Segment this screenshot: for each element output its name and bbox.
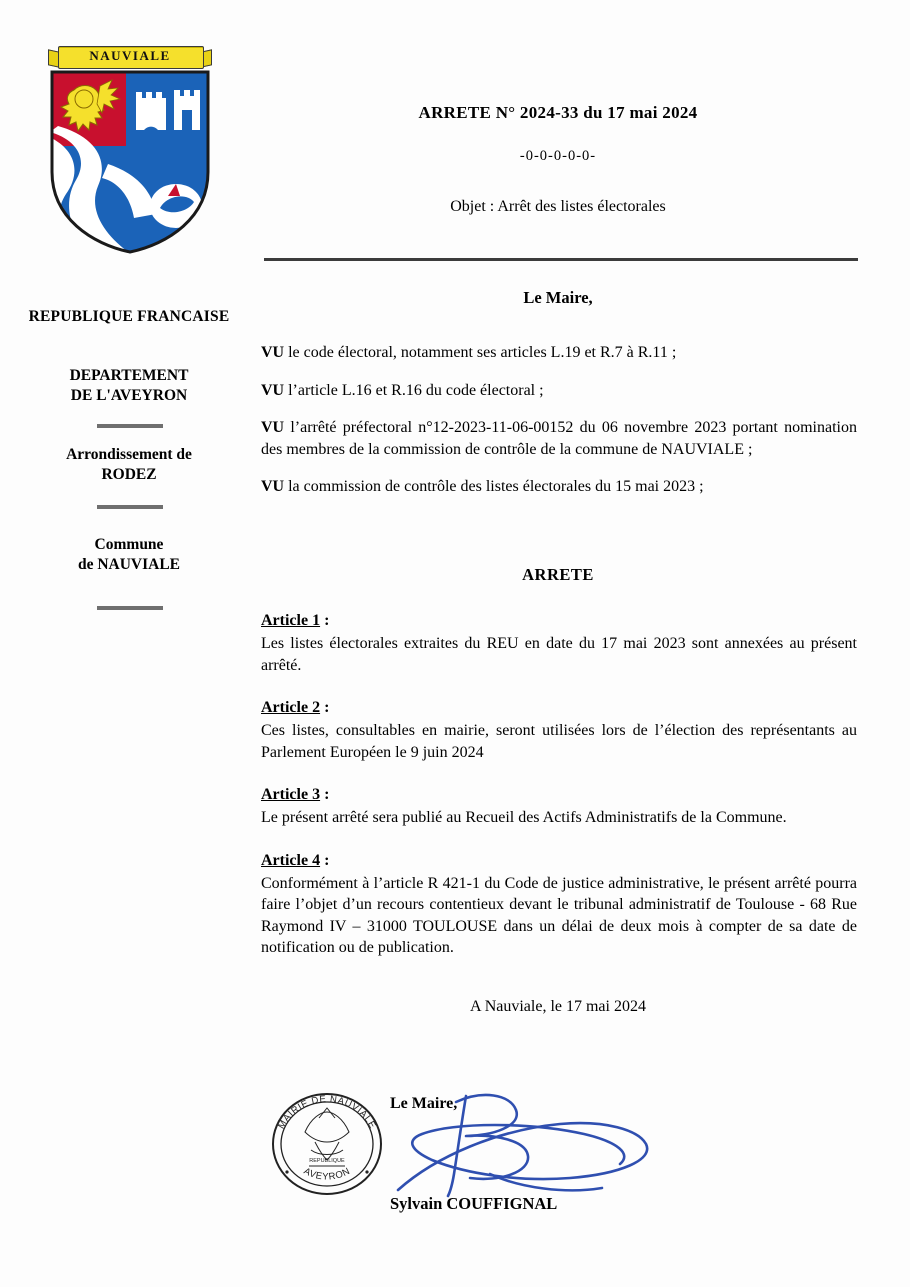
article-heading-suffix: : bbox=[320, 612, 330, 629]
department-block bbox=[0, 366, 258, 406]
article-number: Article 3 bbox=[261, 786, 321, 803]
vu-text: le code électoral, notamment ses articles L.19 et R.7 à R.11 ; bbox=[284, 344, 677, 361]
article-body: Ces listes, consultables en mairie, seront utilisées lors de l’élection des représentants au Parlement Européen le 9 juin 2024 bbox=[261, 722, 857, 761]
article-heading bbox=[261, 786, 857, 804]
arrondissement-line-1: Arrondissement de bbox=[66, 446, 192, 463]
department-line-1: DEPARTEMENT bbox=[69, 367, 189, 384]
crest-banner-text: NAUVIALE bbox=[89, 48, 171, 63]
article-heading bbox=[261, 612, 857, 630]
arrondissement-block bbox=[0, 445, 258, 485]
svg-text:AVEYRON: AVEYRON bbox=[301, 1165, 353, 1183]
vu-text: la commission de contrôle des listes électorales du 15 mai 2023 ; bbox=[284, 478, 704, 495]
commune-coat-of-arms bbox=[40, 42, 220, 257]
title-separator: -0-0-0-0-0- bbox=[519, 148, 597, 164]
commune-line-1: Commune bbox=[94, 536, 164, 553]
commune-block bbox=[0, 535, 258, 575]
divider-3 bbox=[97, 606, 163, 610]
vu-prefix: VU bbox=[261, 419, 285, 436]
article-heading bbox=[261, 852, 857, 870]
document-title: ARRETE N° 2024-33 du 17 mai 2024 bbox=[418, 103, 698, 122]
article-heading bbox=[261, 699, 857, 717]
article-block bbox=[261, 786, 857, 829]
article-number: Article 4 bbox=[261, 851, 321, 869]
article-body: Les listes électorales extraites du REU en date du 17 mai 2023 sont annexées au présent arrêté. bbox=[261, 635, 857, 674]
articles-list bbox=[261, 612, 857, 982]
article-heading-suffix: : bbox=[320, 786, 330, 803]
article-number: Article 2 bbox=[261, 699, 321, 716]
article-heading-suffix: : bbox=[320, 851, 330, 869]
article-body: Le présent arrêté sera publié au Recueil des Actifs Administratifs de la Commune. bbox=[261, 809, 787, 826]
vu-item bbox=[261, 380, 857, 402]
signature-label: Le Maire, bbox=[390, 1095, 458, 1112]
divider-1 bbox=[97, 424, 163, 428]
article-block bbox=[261, 699, 857, 763]
article-heading-suffix: : bbox=[320, 699, 330, 716]
vu-item bbox=[261, 342, 857, 364]
article-block bbox=[261, 612, 857, 676]
signature-name: Sylvain COUFFIGNAL bbox=[390, 1194, 558, 1213]
article-block bbox=[261, 852, 857, 959]
divider-2 bbox=[97, 505, 163, 509]
article-number: Article 1 bbox=[261, 612, 321, 629]
decision-heading: ARRETE bbox=[522, 565, 594, 584]
vu-item bbox=[261, 476, 857, 498]
vu-prefix: VU bbox=[261, 344, 285, 361]
vu-item bbox=[261, 417, 857, 460]
considerations-list bbox=[261, 326, 857, 508]
commune-line-2: de NAUVIALE bbox=[77, 556, 181, 573]
arrondissement-line-2: RODEZ bbox=[101, 466, 157, 483]
document-subject: Objet : Arrêt des listes électorales bbox=[450, 198, 666, 215]
header-rule bbox=[264, 258, 858, 261]
place-and-date: A Nauviale, le 17 mai 2024 bbox=[470, 998, 646, 1015]
letterhead-column bbox=[0, 0, 258, 1287]
vu-prefix: VU bbox=[261, 478, 285, 495]
republic-label: REPUBLIQUE FRANCAISE bbox=[28, 308, 230, 325]
article-body: Conformément à l’article R 421-1 du Code de justice administrative, le présent arrêté pourra faire l’objet d’un recours contentieux devant le tribunal administratif de Toulouse - 68 Rue Raymond IV – 31000 TOULOUSE dans un délai de deux mois à compter de sa date de notification ou de publication. bbox=[261, 874, 857, 956]
svg-text:REPUBLIQUE: REPUBLIQUE bbox=[309, 1158, 345, 1164]
vu-text: l’article L.16 et R.16 du code électoral ; bbox=[284, 381, 544, 399]
signatory-intro: Le Maire, bbox=[523, 288, 593, 307]
vu-prefix: VU bbox=[261, 381, 285, 399]
svg-text:MAIRIE DE NAUVIALE: MAIRIE DE NAUVIALE bbox=[275, 1093, 379, 1131]
department-line-2: DE L'AVEYRON bbox=[70, 387, 188, 404]
official-stamp-icon bbox=[265, 1088, 389, 1200]
shield-icon bbox=[48, 68, 212, 256]
vu-text: l’arrêté préfectoral n°12-2023-11-06-00152 du 06 novembre 2023 portant nomination des membres de la commission de contrôle de la commune de NAUVIALE ; bbox=[261, 419, 857, 458]
